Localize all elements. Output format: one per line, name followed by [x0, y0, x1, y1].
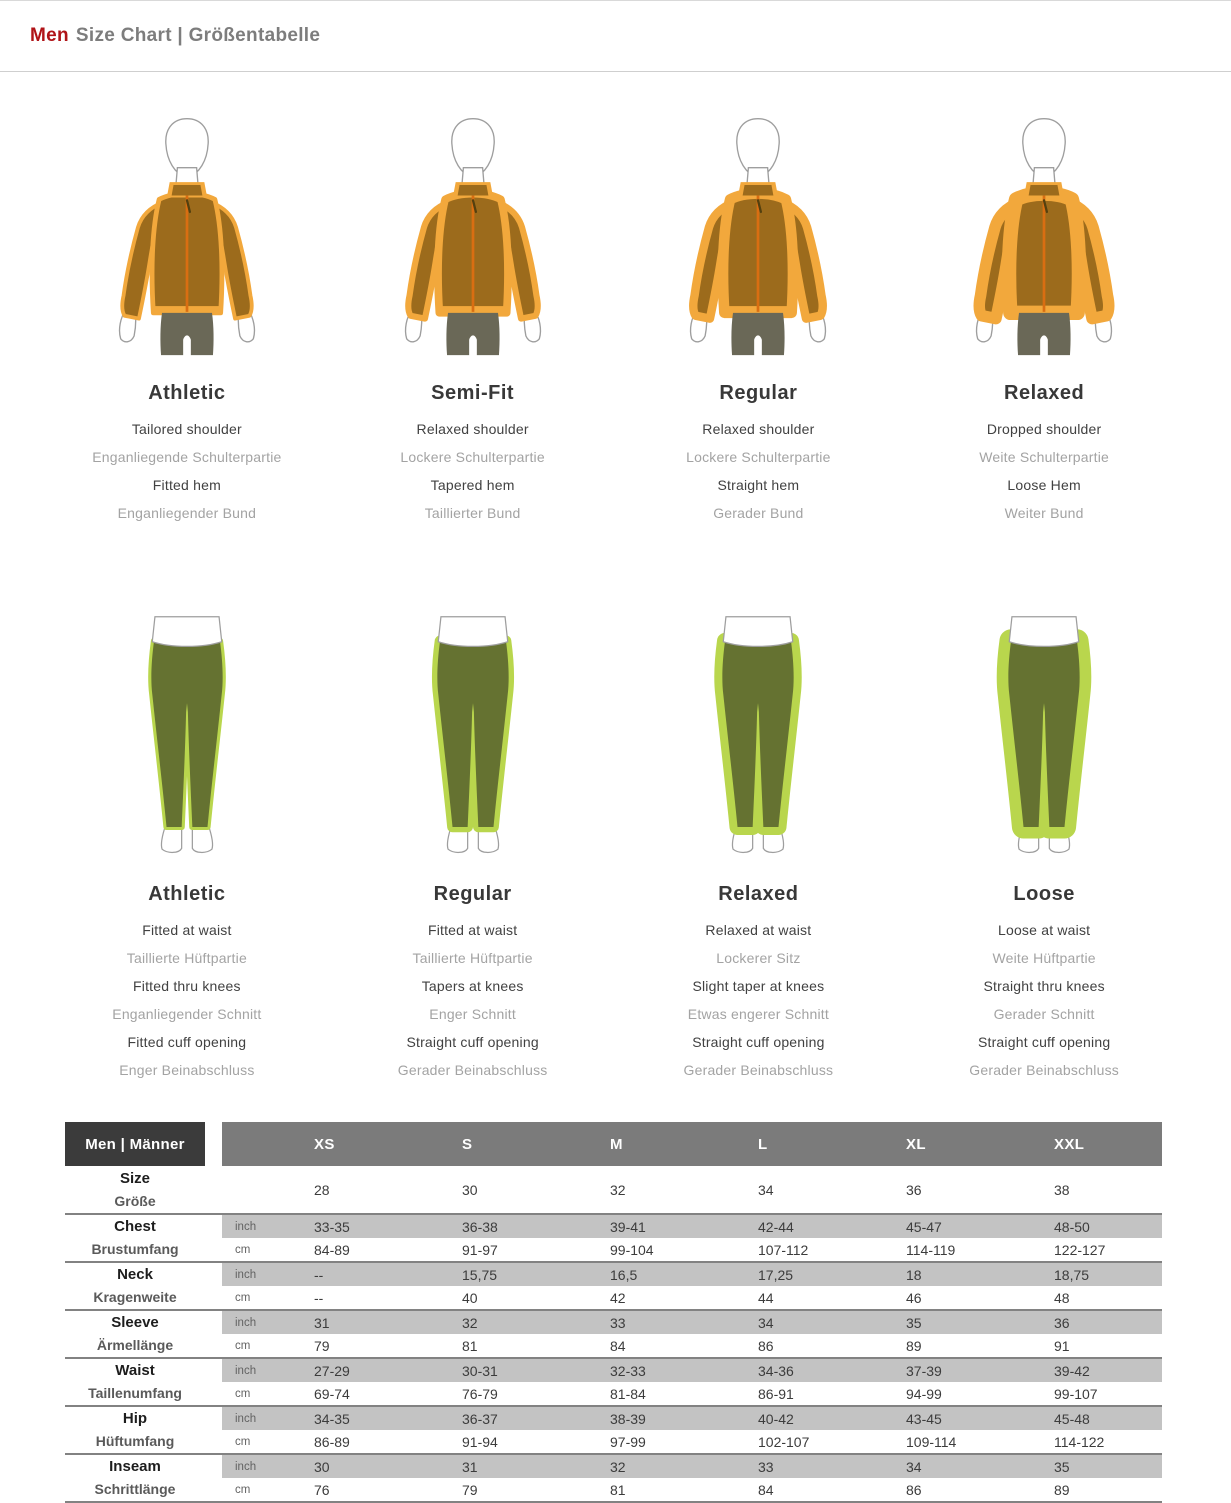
row-label-en: Neck [117, 1266, 153, 1283]
zipper-line [471, 196, 474, 312]
hip-cm-value-cell: 102-107 [758, 1433, 810, 1450]
table-unit-header-cell [222, 1122, 276, 1166]
waist-cm-value-cell: 99-107 [1054, 1385, 1098, 1402]
collar-inner [1029, 185, 1060, 196]
unit-label-cm: cm [222, 1478, 276, 1502]
pants-fit-description-de: Enger Beinabschluss [119, 1062, 255, 1078]
neck-cm-value-cell: 46 [906, 1289, 922, 1306]
chest-inch-value-cell: 36-38 [424, 1214, 572, 1238]
jacket-fit-description-en: Fitted hem [152, 477, 221, 493]
jacket-fit-name: Regular [719, 382, 798, 404]
pants-fit-name: Loose [1013, 883, 1075, 905]
pants-fit-description-en: Fitted at waist [427, 922, 518, 938]
table-row-chest-inch [65, 1214, 1162, 1238]
inseam-inch-value-cell: 33 [720, 1454, 868, 1478]
unit-label-inch: inch [222, 1454, 276, 1478]
waist-cm-value-cell: 69-74 [314, 1385, 350, 1402]
pants-fit-description-de: Gerader Beinabschluss [683, 1062, 834, 1078]
table-gap-cell [205, 1454, 222, 1502]
row-label-waist [65, 1358, 205, 1406]
size-chart-page [0, 1, 1231, 1503]
table-gap-cell [205, 1214, 222, 1262]
table-gap-cell [205, 1122, 222, 1166]
waist-inch-value-cell: 30-31 [424, 1358, 572, 1382]
neck-cm-value-cell: -- [314, 1289, 324, 1306]
pants-fit-description-de: Gerader Beinabschluss [397, 1062, 548, 1078]
unit-label-inch: inch [222, 1406, 276, 1430]
neck-cm-value-cell: 48 [1054, 1289, 1070, 1306]
table-gap-cell [205, 1310, 222, 1358]
row-label-de: Brustumfang [91, 1241, 179, 1257]
pants-fit-description-de: Lockerer Sitz [716, 950, 801, 966]
inseam-cm-value-cell: 89 [1016, 1478, 1162, 1502]
inseam-cm-value-cell: 84 [720, 1478, 868, 1502]
chest-cm-value-cell: 122-127 [1054, 1241, 1106, 1258]
row-label-en: Sleeve [111, 1314, 159, 1331]
sleeve-inch-value-cell: 31 [276, 1310, 424, 1334]
sleeve-cm-value-cell: 89 [906, 1337, 922, 1354]
pants-fit-description-en: Fitted at waist [142, 922, 232, 938]
hip-inch-value-cell: 34-35 [276, 1406, 424, 1430]
table-row-inseam-cm [65, 1478, 1162, 1502]
table-row-chest-cm [65, 1238, 1162, 1262]
waistband-shape [438, 617, 507, 647]
jacket-fit-card-semi-fit [330, 110, 616, 527]
waistband-shape [1009, 617, 1078, 647]
row-label-de: Kragenweite [93, 1289, 177, 1305]
row-label-de: Schrittlänge [94, 1481, 176, 1497]
shorts-shape [1018, 313, 1071, 355]
pants-fit-name: Athletic [148, 883, 226, 905]
collar-inner [171, 185, 202, 196]
waist-inch-value-cell: 32-33 [572, 1358, 720, 1382]
neck-cm-value-cell: 42 [610, 1289, 626, 1306]
pants-figure-illustration [367, 607, 579, 859]
page-title-gender: Men [30, 25, 69, 46]
pants-fit-name: Relaxed [718, 883, 799, 905]
table-row-hip-inch [65, 1406, 1162, 1430]
size-column-header-xs: XS [276, 1122, 424, 1166]
waistband-shape [152, 617, 221, 647]
size-value-cell: 28 [314, 1181, 330, 1198]
zipper-line [186, 196, 189, 312]
row-label-de: Größe [114, 1192, 156, 1209]
pants-fit-card-loose [901, 607, 1187, 1084]
waist-cm-value-cell: 94-99 [906, 1385, 942, 1402]
pants-fit-description-en: Straight cuff opening [406, 1034, 539, 1050]
pants-figure-illustration [81, 607, 293, 859]
chest-cm-value-cell: 84-89 [314, 1241, 350, 1258]
jacket-fit-description-de: Gerader Bund [713, 505, 804, 521]
table-header-row [65, 1122, 1162, 1166]
size-value-cell: 30 [462, 1181, 478, 1198]
jacket-figure [330, 110, 616, 358]
neck-cm-value-cell: 40 [462, 1289, 478, 1306]
waist-cm-value-cell: 81-84 [610, 1385, 646, 1402]
inseam-cm-value-cell: 81 [572, 1478, 720, 1502]
inseam-inch-value-cell: 31 [424, 1454, 572, 1478]
neck-inch-value-cell: -- [276, 1262, 424, 1286]
size-column-header-l: L [720, 1122, 868, 1166]
pants-fit-description-de: Gerader Schnitt [993, 1006, 1095, 1022]
inseam-inch-value-cell: 35 [1016, 1454, 1162, 1478]
inseam-inch-value-cell: 32 [572, 1454, 720, 1478]
shorts-shape [732, 313, 785, 355]
jacket-figure-illustration [938, 110, 1150, 358]
page-title-rest: Size Chart | Größentabelle [75, 25, 321, 46]
jacket-figure-illustration [81, 110, 293, 358]
chest-inch-value-cell: 48-50 [1016, 1214, 1162, 1238]
size-column-header-xl: XL [868, 1122, 1016, 1166]
neck-inch-value-cell: 18,75 [1016, 1262, 1162, 1286]
size-value-cell: 34 [758, 1181, 774, 1198]
collar-inner [743, 185, 774, 196]
inseam-cm-value-cell: 86 [868, 1478, 1016, 1502]
row-label-de: Hüftumfang [95, 1433, 175, 1449]
jacket-figure [616, 110, 902, 358]
jacket-figure [44, 110, 330, 358]
hip-cm-value-cell: 97-99 [610, 1433, 646, 1450]
pants-fit-description-en: Fitted cuff opening [127, 1034, 247, 1050]
collar-inner [457, 185, 488, 196]
pants-fit-description-en: Straight cuff opening [977, 1034, 1111, 1050]
chest-cm-value-cell: 107-112 [758, 1241, 809, 1258]
pants-fit-description-de: Gerader Beinabschluss [969, 1062, 1119, 1078]
size-column-header-xxl: XXL [1016, 1122, 1162, 1166]
shorts-shape [160, 313, 213, 355]
zipper-line [1043, 196, 1046, 312]
row-label-hip [65, 1406, 205, 1454]
hip-inch-value-cell: 45-48 [1016, 1406, 1162, 1430]
table-gap-cell [205, 1262, 222, 1310]
hip-inch-value-cell: 36-37 [424, 1406, 572, 1430]
sleeve-inch-value-cell: 36 [1016, 1310, 1162, 1334]
table-row-neck-cm [65, 1286, 1162, 1310]
neck-inch-value-cell: 18 [868, 1262, 1016, 1286]
jacket-fit-description-en: Loose Hem [1007, 477, 1081, 493]
pants-fit-name: Regular [433, 883, 512, 905]
jacket-figure [901, 110, 1187, 358]
jacket-fit-description-de: Enganliegender Bund [117, 505, 257, 521]
hip-cm-value-cell: 86-89 [314, 1433, 350, 1450]
chest-inch-value-cell: 33-35 [276, 1214, 424, 1238]
pants-fit-card-athletic [44, 607, 330, 1084]
neck-inch-value-cell: 17,25 [720, 1262, 868, 1286]
sleeve-inch-value-cell: 35 [868, 1310, 1016, 1334]
inseam-inch-value-cell: 34 [868, 1454, 1016, 1478]
hip-inch-value-cell: 38-39 [572, 1406, 720, 1430]
waist-cm-value-cell: 86-91 [758, 1385, 794, 1402]
hip-cm-value-cell: 114-122 [1054, 1433, 1105, 1450]
table-gap-cell [205, 1406, 222, 1454]
jacket-fit-card-relaxed [901, 110, 1187, 527]
unit-label-inch: inch [222, 1358, 276, 1382]
pants-fit-description-en: Straight cuff opening [692, 1034, 825, 1050]
jacket-fit-name: Relaxed [1004, 382, 1085, 404]
jacket-fit-description-en: Dropped shoulder [986, 421, 1102, 437]
sleeve-cm-value-cell: 86 [758, 1337, 774, 1354]
jacket-fit-description-en: Tailored shoulder [131, 421, 242, 437]
chest-inch-value-cell: 42-44 [720, 1214, 868, 1238]
row-label-en: Waist [115, 1362, 155, 1379]
sleeve-inch-value-cell: 33 [572, 1310, 720, 1334]
size-table [65, 1122, 1162, 1503]
jacket-fit-description-de: Lockere Schulterpartie [400, 449, 545, 465]
table-row-waist-inch [65, 1358, 1162, 1382]
sleeve-cm-value-cell: 91 [1054, 1337, 1070, 1354]
chest-inch-value-cell: 39-41 [572, 1214, 720, 1238]
size-table-section [65, 1122, 1231, 1503]
sleeve-cm-value-cell: 81 [462, 1337, 478, 1354]
unit-label-inch: inch [222, 1310, 276, 1334]
table-corner-cell: Men | Männer [65, 1122, 205, 1166]
sleeve-inch-value-cell: 34 [720, 1310, 868, 1334]
page-title [30, 25, 320, 47]
pants-fit-description-de: Taillierte Hüftpartie [412, 950, 533, 966]
waist-cm-value-cell: 76-79 [462, 1385, 498, 1402]
pants-fit-description-en: Relaxed at waist [705, 922, 812, 938]
size-value-cell: 38 [1054, 1181, 1070, 1198]
pants-fit-description-de: Taillierte Hüftpartie [126, 950, 247, 966]
hip-cm-value-cell: 109-114 [906, 1433, 957, 1450]
jacket-fit-name: Semi-Fit [431, 382, 515, 404]
table-row-sleeve-inch [65, 1310, 1162, 1334]
table-gap-cell [205, 1358, 222, 1406]
inseam-inch-value-cell: 30 [276, 1454, 424, 1478]
jacket-fit-name: Athletic [148, 382, 226, 404]
neck-cm-value-cell: 44 [758, 1289, 774, 1306]
unit-label-cm: cm [235, 1291, 251, 1304]
sleeve-cm-value-cell: 84 [610, 1337, 626, 1354]
waist-inch-value-cell: 37-39 [868, 1358, 1016, 1382]
pants-fit-description-en: Slight taper at knees [692, 978, 825, 994]
row-label-en: Inseam [109, 1458, 161, 1475]
unit-label-cm: cm [235, 1435, 251, 1448]
pants-figure [44, 607, 330, 859]
unit-label-cm: cm [235, 1387, 251, 1400]
pants-figure [330, 607, 616, 859]
jacket-fit-description-en: Tapered hem [430, 477, 515, 493]
pants-fit-card-regular [330, 607, 616, 1084]
pants-figure-illustration [938, 607, 1150, 859]
jacket-fit-description-de: Weite Schulterpartie [979, 449, 1110, 465]
waist-inch-value-cell: 34-36 [720, 1358, 868, 1382]
hip-inch-value-cell: 40-42 [720, 1406, 868, 1430]
pants-fit-description-en: Tapers at knees [421, 978, 524, 994]
unit-label-inch: inch [222, 1262, 276, 1286]
unit-label-cm: cm [235, 1243, 251, 1256]
sleeve-cm-value-cell: 79 [314, 1337, 330, 1354]
unit-label-cm: cm [235, 1339, 251, 1352]
row-label-sleeve [65, 1310, 205, 1358]
inseam-cm-value-cell: 76 [276, 1478, 424, 1502]
pants-figure-illustration [652, 607, 864, 859]
jacket-figure-illustration [367, 110, 579, 358]
pants-fit-description-de: Enganliegender Schnitt [112, 1006, 262, 1022]
shorts-shape [446, 313, 499, 355]
row-label-de: Taillenumfang [88, 1385, 182, 1401]
waist-inch-value-cell: 27-29 [276, 1358, 424, 1382]
pants-figure [616, 607, 902, 859]
size-column-header-s: S [424, 1122, 572, 1166]
row-label-inseam [65, 1454, 205, 1502]
table-row-size [65, 1166, 1162, 1214]
row-label-en: Chest [114, 1218, 156, 1235]
jacket-fit-description-de: Taillierter Bund [424, 505, 521, 521]
table-row-waist-cm [65, 1382, 1162, 1406]
table-row-hip-cm [65, 1430, 1162, 1454]
pant-fit-section [0, 607, 1231, 1084]
table-unit-cell [222, 1166, 276, 1214]
pants-fit-card-relaxed [616, 607, 902, 1084]
size-column-header-m: M [572, 1122, 720, 1166]
chest-cm-value-cell: 91-97 [462, 1241, 498, 1258]
pants-fit-description-en: Straight thru knees [983, 978, 1105, 994]
pants-fit-description-de: Enger Schnitt [429, 1006, 516, 1022]
jacket-fit-description-en: Relaxed shoulder [416, 421, 529, 437]
row-label-neck [65, 1262, 205, 1310]
jacket-fit-description-de: Enganliegende Schulterpartie [92, 449, 282, 465]
size-value-cell: 36 [906, 1181, 922, 1198]
size-value-cell: 32 [610, 1181, 626, 1198]
zipper-line [757, 196, 760, 312]
pants-fit-description-en: Loose at waist [997, 922, 1091, 938]
neck-inch-value-cell: 15,75 [424, 1262, 572, 1286]
neck-inch-value-cell: 16,5 [572, 1262, 720, 1286]
sleeve-inch-value-cell: 32 [424, 1310, 572, 1334]
row-label-de: Ärmellänge [96, 1337, 174, 1353]
row-label-en: Hip [122, 1410, 148, 1427]
chest-inch-value-cell: 45-47 [868, 1214, 1016, 1238]
chest-cm-value-cell: 114-119 [906, 1241, 956, 1258]
unit-label-inch: inch [222, 1214, 276, 1238]
hip-inch-value-cell: 43-45 [868, 1406, 1016, 1430]
jacket-fit-description-en: Relaxed shoulder [702, 421, 815, 437]
page-header [0, 1, 1231, 72]
row-label-chest [65, 1214, 205, 1262]
pants-fit-description-de: Etwas engerer Schnitt [687, 1006, 829, 1022]
table-gap-cell [205, 1166, 222, 1214]
jacket-fit-description-de: Lockere Schulterpartie [686, 449, 831, 465]
jacket-fit-section [0, 110, 1231, 527]
table-row-inseam-inch [65, 1454, 1162, 1478]
jacket-fit-card-athletic [44, 110, 330, 527]
pants-figure [901, 607, 1187, 859]
hip-cm-value-cell: 91-94 [462, 1433, 498, 1450]
jacket-figure-illustration [652, 110, 864, 358]
row-label-en: Size [119, 1169, 150, 1187]
pants-fit-description-de: Weite Hüftpartie [992, 950, 1096, 966]
pants-fit-description-en: Fitted thru knees [133, 978, 241, 994]
row-label-size [65, 1166, 205, 1214]
table-row-neck-inch [65, 1262, 1162, 1286]
jacket-fit-description-de: Weiter Bund [1004, 505, 1084, 521]
inseam-cm-value-cell: 79 [424, 1478, 572, 1502]
waist-inch-value-cell: 39-42 [1016, 1358, 1162, 1382]
table-row-sleeve-cm [65, 1334, 1162, 1358]
chest-cm-value-cell: 99-104 [610, 1241, 654, 1258]
waistband-shape [724, 617, 793, 647]
jacket-fit-description-en: Straight hem [717, 477, 800, 493]
jacket-fit-card-regular [616, 110, 902, 527]
